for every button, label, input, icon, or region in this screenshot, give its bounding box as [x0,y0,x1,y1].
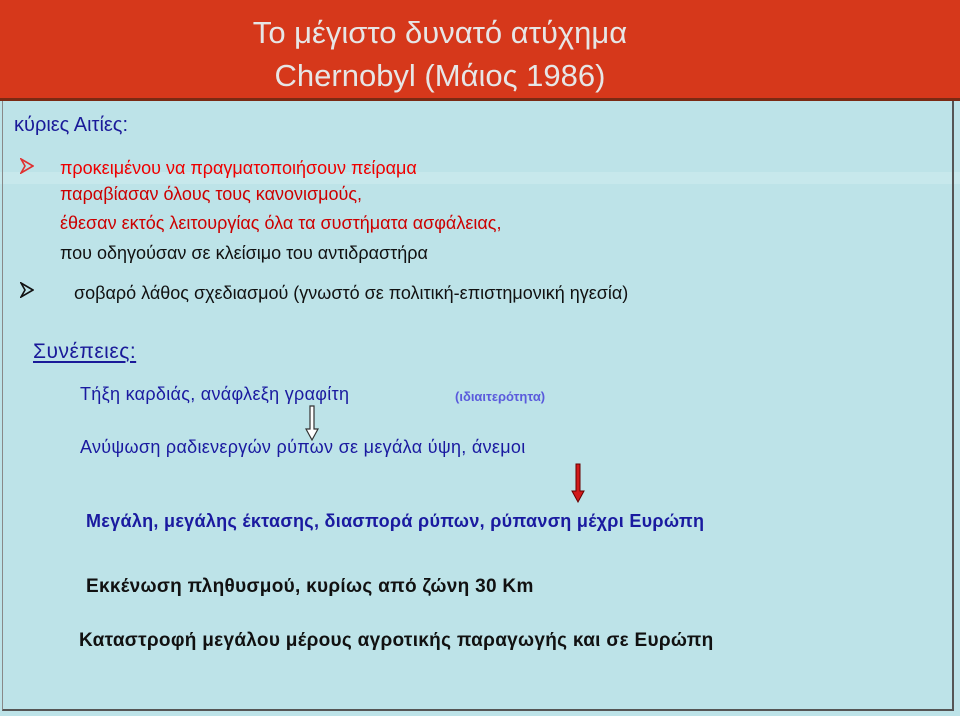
consequence-item: Τήξη καρδιάς, ανάφλεξη γραφίτη [80,384,350,404]
arrowhead-bullet-icon [20,158,34,179]
consequence-note: (ιδιαιτερότητα) [455,389,546,404]
consequences-heading: Συνέπειες: [33,340,137,363]
cause-line: έθεσαν εκτός λειτουργίας όλα τα συστήματα ασφάλειας, [60,213,502,233]
down-arrow-red-icon [571,463,585,508]
consequence-item: Καταστροφή μεγάλου μέρους αγροτικής παραγωγής και σε Ευρώπη [79,630,714,651]
page-title: Το μέγιστο δυνατό ατύχημα [252,15,628,50]
cause-line: σοβαρό λάθος σχεδιασμού (γνωστό σε πολιτική-επιστημονική ηγεσία) [74,283,629,303]
causes-heading: κύριες Αιτίες: [14,114,129,136]
consequence-item: Εκκένωση πληθυσμού, κυρίως από ζώνη 30 Km [86,576,534,597]
cause-line: παραβίασαν όλους τους κανονισμούς, [60,184,363,204]
cause-line: που οδηγούσαν σε κλείσιμο του αντιδραστήρα [60,243,428,263]
arrowhead-bullet-icon [20,282,34,303]
cause-line: προκειμένου να πραγματοποιήσουν πείραμα [60,158,417,178]
consequence-item: Μεγάλη, μεγάλης έκτασης, διασπορά ρύπων, ρύπανση μέχρι Ευρώπη [86,511,705,531]
page-subtitle: Chernobyl (Μάιος 1986) [274,58,606,93]
consequence-item: Ανύψωση ραδιενεργών ρύπων σε μεγάλα ύψη, άνεμοι [80,437,526,457]
